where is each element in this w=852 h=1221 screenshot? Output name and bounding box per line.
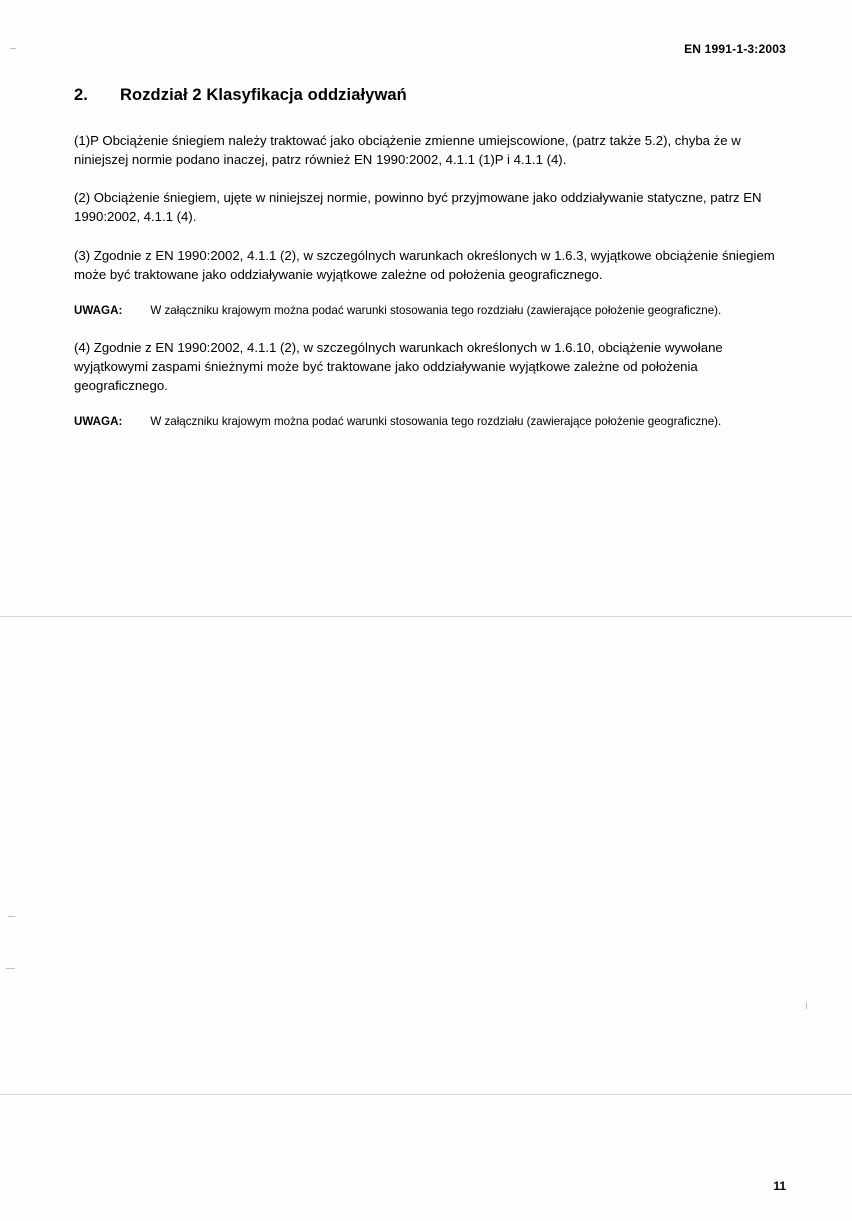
scan-speck [6,968,15,969]
scan-artifact-line [0,1094,852,1095]
paragraph-4: (4) Zgodnie z EN 1990:2002, 4.1.1 (2), w szczególnych warunkach określonych w 1.6.10, obciążenie wywołane wyjątkowymi zaspami śnieżnymi może być traktowane jako oddziaływanie wyjątkowe zależne od położenia geograficznego. [74,340,723,394]
note-1 [74,303,780,319]
header-standard-code: EN 1991-1-3:2003 [684,42,786,56]
document-body [74,86,780,450]
note-text: W załączniku krajowym można podać warunki stosowania tego rozdziału (zawierające położenie geograficzne). [150,303,722,317]
section-title-text: Rozdział 2 Klasyfikacja oddziaływań [120,86,407,104]
footer-page-number: 11 [773,1179,786,1193]
scan-speck [806,1002,807,1009]
page-title [74,86,780,105]
paragraph-2: (2) Obciążenie śniegiem, ujęte w niniejszej normie, powinno być przyjmowane jako oddziaływanie statyczne, patrz EN 1990:2002, 4.1.1 (4). [74,190,762,225]
section-number: 2. [74,86,88,104]
scan-artifact-line [0,616,852,617]
scan-speck [8,916,15,917]
note-label: UWAGA: [74,415,123,429]
paragraph-3: (3) Zgodnie z EN 1990:2002, 4.1.1 (2), w szczególnych warunkach określonych w 1.6.3, wyjątkowe obciążenie śniegiem może być traktowane jako oddziaływanie wyjątkowe zależne od położenia geograficznego. [74,247,775,282]
note-label: UWAGA: [74,303,123,317]
note-text: W załączniku krajowym można podać warunki stosowania tego rozdziału (zawierające położenie geograficzne). [150,415,722,429]
note-2 [74,414,780,430]
paragraph-1: (1)P Obciążenie śniegiem należy traktować jako obciążenie zmienne umiejscowione, (patrz także 5.2), chyba że w niniejszej normie podano inaczej, patrz również EN 1990:2002, 4.1.1 (1)P i 4.1.1 (4). [74,133,741,168]
scan-speck [10,48,16,49]
